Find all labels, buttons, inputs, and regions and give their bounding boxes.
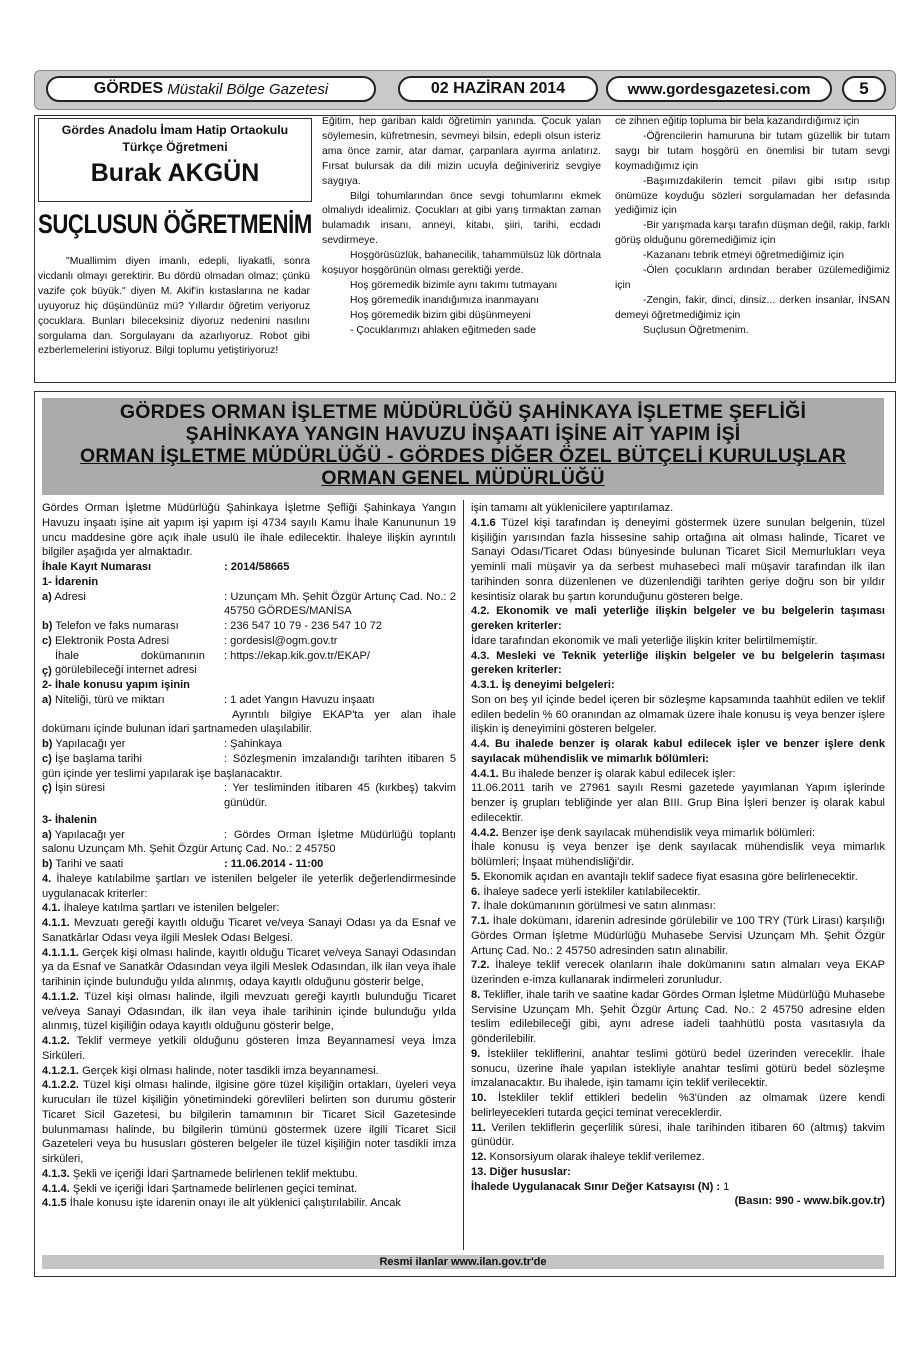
column-text-3 [615, 115, 890, 339]
clause-paragraph: 4.1.5 İhale konusu işte idarenin onayı ile alt yüklenici çalıştırılabilir. Ancak [42, 1197, 401, 1210]
clause-paragraph: 7. İhale dokümanının görülmesi ve satın alınması: [471, 900, 716, 913]
clause-paragraph: 11. Verilen tekliflerin geçerlilik süresi, ihale tarihinden itibaren 60 (altmış) takvim günüdür. [471, 1121, 885, 1149]
paragraph: -Başımızdakilerin temcit pilavı gibi ısıtıp ısıtıp önümüze koyduğu sözleri sorgulamadan her defasında yediğimiz için [615, 175, 890, 217]
tel-row: b) Telefon ve faks numarası : 236 547 10 79 - 236 547 10 72 [42, 620, 382, 632]
paragraph: -Bir yarışmada karşı tarafın düşman değil, rakip, farklı görüş olduğunu göremediğimiz için [615, 220, 890, 247]
clause-paragraph: 4.3. Mesleki ve Teknik yeterliğe ilişkin belgeler ve bu belgelerin taşıması gereken kriterler: [471, 649, 885, 677]
nitelik-row: a) Niteliği, türü ve miktarı : 1 adet Yangın Havuzu inşaatı [42, 693, 375, 706]
clause-paragraph: 4.1. İhaleye katılma şartları ve istenilen belgeler: [42, 902, 280, 915]
section-heading: 3- İhalenin [42, 813, 97, 826]
nitelik-detail: Ayrıntılı bilgiye EKAP'ta yer alan ihale dokümanı içinde bulunan idari şartnameden ulaşılabilir. [42, 708, 456, 736]
ihale-yer-row: a) Yapılacağı yer : Gördes Orman İşletme Müdürlüğü toplantı salonu Uzunçam Mh. Şehit Özgür Artunç Cad. No.: 2 45750 [42, 828, 456, 856]
doc-url[interactable]: : https://ekap.kik.gov.tr/EKAP/ [224, 649, 370, 662]
clause-paragraph: 8. Teklifler, ihale tarih ve saatine kadar Gördes Orman İşletme Müdürlüğü Muhasebe Servisine Uzunçam Mh. Şehit Özgür Artunç Cad. No.: 2 45750 adresine elden teslim edilebileceği gibi, aynı adrese iadeli taahhütlü posta vasıtasıyla da gönderilebilir. [471, 988, 885, 1045]
clause-paragraph: 4.4.2. Benzer işe denk sayılacak mühendislik veya mimarlık bölümleri: [471, 826, 816, 839]
paragraph: ce zihnen eğitip topluma bir bela kazandırdığımız için [615, 116, 860, 127]
paragraph: Hoş göremedik inandığımıza inanmayanı [350, 294, 539, 306]
clause-paragraph: 4.3.1. İş deneyimi belgeleri: [471, 679, 615, 691]
clause-paragraph: 4.1.2.2. Tüzel kişi olması halinde, ilgisine göre tüzel kişiliğin ortakları, üyeleri veya kurucuları ile tüzel kişiliğin yönetimindeki görevlileri belirten son durumu gösterir Ticaret Sicil Gazetesi, bu bilgilerin tamamının bir Ticaret Sicil Gazetesinde bulunmaması halinde, bu bilgilerin tümünü göstermek üzere ilgili Ticaret Sicil Gazeteleri veya bu hususları gösteren belgeler ile tüzel kişiliğin noter tasdikli imza sirküleri, [42, 1079, 456, 1165]
clause-paragraph: 5. Ekonomik açıdan en avantajlı teklif sadece fiyat esasına göre belirlenecektir. [471, 870, 858, 883]
author-info [38, 122, 312, 189]
paper-tagline: Müstakil Bölge Gazetesi [167, 80, 329, 98]
clause-paragraph: 12. Konsorsiyum olarak ihaleye teklif verilemez. [471, 1151, 705, 1163]
section-heading: 2- İhale konusu yapım işinin [42, 679, 190, 691]
paragraph: - Çocuklarımızı ahlaken eğitmeden sade [350, 324, 536, 336]
clause-paragraph: 10. İstekliler teklif ettikleri bedelin %3'ünden az olmamak üzere kendi belirleyecekleri tutarda geçici teminat vereceklerdir. [471, 1092, 885, 1119]
clause-paragraph: 13. Diğer hususlar: [471, 1165, 571, 1178]
clause-paragraph: 4.4.1. Bu ihalede benzer iş olarak kabul edilecek işler: [471, 767, 736, 780]
katsayi-row: İhalede Uygulanacak Sınır Değer Katsayısı (N) : 1 [471, 1180, 730, 1193]
author-school: Gördes Anadolu İmam Hatip Ortaokulu [61, 123, 289, 137]
kayit-row: İhale Kayıt Numarası : 2014/58665 [42, 561, 290, 573]
doc-row: ç) İhale dokümanının görülebileceği internet adresi : https://ekap.kik.gov.tr/EKAP/ [42, 649, 370, 677]
clause-paragraph: İhale konusu iş veya benzer işe denk sayılacak mühendislik veya mimarlık bölümleri; İnşaat mühendisliği'dir. [471, 841, 885, 868]
clause-paragraph: İdare tarafından ekonomik ve mali yeterliğe ilişkin kriter belirtilmemiştir. [471, 634, 818, 647]
title-line: ŞAHİNKAYA YANGIN HAVUZU İNŞAATI İŞİNE AİT YAPIM İŞİ [185, 423, 741, 445]
website-link[interactable]: www.gordesgazetesi.com [606, 76, 832, 102]
basin-credit: (Basın: 990 - www.bik.gov.tr) [734, 1195, 885, 1208]
section-heading: 1- İdarenin [42, 575, 99, 588]
paragraph: -Kazananı tebrik etmeyi öğretmediğimiz için [643, 250, 844, 262]
paragraph: Hoş göremedik bizim gibi düşünmeyeni [350, 309, 531, 321]
title-line: ORMAN GENEL MÜDÜRLÜĞÜ [321, 467, 605, 489]
paragraph: Hoş göremedik bizimle aynı takımı tutmayanı [350, 279, 558, 291]
clause-paragraph: 4.1.1.1. Gerçek kişi olması halinde, kayıtlı olduğu Ticaret ve/veya Sanayi Odasından ya da Esnaf ve Sanatkâr Odasından veya ilgili Meslek Odasından, ilk ilan veya ihale tarihinin içinde bulunduğu yılda alınmış, odaya kayıtlı olduğunu gösterir belge, [42, 946, 456, 988]
column-signoff: Suçlusun Öğretmenim. [643, 324, 749, 336]
issue-date: 02 HAZİRAN 2014 [398, 76, 598, 102]
column-text-2 [322, 115, 601, 339]
title-line: ORMAN İŞLETME MÜDÜRLÜĞÜ - GÖRDES DİĞER ÖZEL BÜTÇELİ KURULUŞLAR [79, 445, 847, 467]
clause-paragraph: 4.1.2. Teklif vermeye yetkili olduğunu gösteren İmza Beyannamesi veya İmza Sirküleri. [42, 1035, 456, 1062]
announcement-title-banner [42, 398, 884, 495]
title-line: GÖRDES ORMAN İŞLETME MÜDÜRLÜĞÜ ŞAHİNKAYA İŞLETME ŞEFLİĞİ [119, 401, 807, 423]
clause-paragraph: Son on beş yıl içinde bedel içeren bir sözleşme kapsamında taahhüt edilen ve teklif edilen bedelin % 60 oranından az olmamak üzere ihale konusu iş veya benzer işlere ilişkin iş deneyimini gösteren belgeler. [471, 693, 885, 736]
clause-paragraph: 4.1.1. Mevzuatı gereği kayıtlı olduğu Ticaret ve/veya Sanayi Odası ya da Esnaf ve Sanatkârlar Odası veya ilgili Meslek Odası Belgesi. [42, 917, 456, 944]
clause-paragraph: 4.1.2.1. Gerçek kişi olması halinde, noter tasdikli imza beyannamesi. [42, 1064, 379, 1077]
announcement-left-column [42, 501, 456, 1211]
author-role: Türkçe Öğretmeni [122, 140, 228, 154]
clause-paragraph: 7.1. İhale dokümanı, idarenin adresinde görülebilir ve 100 TRY (Türk Lirası) karşılığı Gördes Orman İşletme Müdürlüğü Muhasebe Servisi Uzunçam Mh. Şehit Özgür Artunç Cad. No.: 2 45750 adresinden satın alınabilir. [471, 915, 885, 957]
clause-paragraph: 4.1.1.2. Tüzel kişi olması halinde, ilgili mevzuatı gereği kayıtlı bulunduğu Ticaret ve/veya Sanayi Odasından, ilk ilan veya ihale tarihinin içinde bulunduğu yılda alınmış, tüzel kişiliğin odaya kayıtlı olduğunu gösterir belge, [42, 990, 456, 1033]
paragraph: Eğitim, hep gariban kaldı öğretimin yanında. Çocuk yalan söylemesin, küfretmesin, sevmeyi bilsin, edepli olsun isteriz ama önce zamir, atar damar, çarpanlara ayırma anlatırız. Fırsat bulursak da dili mizin ucuyla değiniveririz sevgiye saygıya. [322, 116, 601, 187]
paragraph: -Ölen çocukların ardından beraber üzülemediğimiz için [615, 265, 890, 291]
column-text-1 [38, 255, 310, 359]
clause-paragraph: 4.2. Ekonomik ve mali yeterliğe ilişkin belgeler ve bu belgelerin taşıması gereken kriterler: [471, 605, 885, 632]
clause-paragraph: 4.4. Bu ihalede benzer iş olarak kabul edilecek işler ve benzer işlere denk sayılacak mühendislik ve mimarlık bölümleri: [471, 738, 885, 765]
adres-row: a) Adresi : Uzunçam Mh. Şehit Özgür Artunç Cad. No.: 2 45750 GÖRDES/MANİSA [42, 590, 456, 618]
announcement-right-column [471, 501, 885, 1209]
paragraph: -Öğrencilerin hamuruna bir tutam güzellik bir tutam saygı bir tutam hoşgörü en önemlisi bir tutam sevgi koymadığımız için [615, 130, 890, 172]
clause-paragraph: işin tamamı alt yüklenicilere yaptırılamaz. [471, 502, 674, 514]
paper-name-pill [46, 76, 376, 102]
intro: Gördes Orman İşletme Müdürlüğü Şahinkaya İşletme Şefliği Şahinkaya Yangın Havuzu inşaatı işine ait yapım işi yapım işi 4734 sayılı Kamu İhale Kanununun 19 uncu maddesine göre açık ihale usulü ile ihale edilecektir. İhaleye ilişkin ayrıntılı bilgiler aşağıda yer almaktadır. [42, 502, 456, 559]
author-name: Burak AKGÜN [90, 159, 260, 187]
paragraph: Bilgi tohumlarından önce sevgi tohumlarını ekmek olmalıydı idealimiz. Çocukları at gibi yarış tırmaktan zaman bulamadık insanı, anneyi, kitabı, şiiri, tarihi, ecdadı sevdirmeye. [322, 190, 601, 247]
clause-paragraph: 4.1.4. Şekli ve içeriği İdari Şartnamede belirlenen geçici teminat. [42, 1182, 358, 1195]
ihale-tarih-row: b) Tarihi ve saati : 11.06.2014 - 11:00 [42, 858, 324, 870]
basla-row: c) İşe başlama tarihi : Sözleşmenin imzalandığı tarihten itibaren 5 gün içinde yer teslimi yapılarak işe başlanacaktır. [42, 752, 456, 780]
paper-name: GÖRDES [93, 80, 164, 97]
clause-paragraph: 4.1.3. Şekli ve içeriği İdari Şartnamede belirlenen teklif mektubu. [42, 1167, 358, 1180]
column-divider [463, 500, 464, 1250]
clause-paragraph: 4.1.6 Tüzel kişi tarafından iş deneyimi göstermek üzere sunulan belgenin, tüzel kişiliğin yarısından fazla hissesine sahip ortağına ait olması halinde, Ticaret ve Sanayi Odası/Ticaret Odası bünyesinde bulunan Ticaret Sicil Memurlukları veya yeminli mali müşavir ya da serbest muhasebeci mali müşavir tarafından ilk ilan tarihinden sonra düzenlenen ve düzenlendiği tarihten geriye doğru son bir yıldır kesintisiz olarak bu şartın korunduğunu gösteren belge. [471, 516, 885, 603]
paragraph: -Zengin, fakir, dinci, dinsiz... derken insanlar, İNSAN demeyi öğretmediğimiz için [615, 294, 890, 321]
clause-paragraph: 11.06.2011 tarih ve 27961 sayılı Resmi gazetede yayımlanan Yapım işlerinde benzer iş grupları tebliğinde yer alan BIII. Grup Bina İşleri benzer iş olarak kabul edilecektir. [471, 782, 885, 824]
sure-row: ç) İşin süresi : Yer tesliminden itibaren 45 (kırkbeş) takvim günüdür. [42, 782, 456, 809]
mail-row: c) Elektronik Posta Adresi : gordesisl@ogm.gov.tr [42, 634, 338, 647]
paragraph: Hoşgörüsüzlük, bahanecilik, tahammülsüz lük dörtnala koşuyor hoşgörünün olması gerektiği yerde. [322, 250, 601, 277]
column-headline: SUÇLUSUN ÖĞRETMENİM [38, 209, 312, 239]
clause-paragraph: 9. İstekliler tekliflerini, anahtar teslimi götürü bedel üzerinden vereceklir. İhale sonucu, üzerine ihale yapılan istekliyle anahtar teslimi götürü bedel sözleşme imzalanacaktır. Bu ihalede, işin tamamı için teklif verilecektir. [471, 1047, 885, 1090]
page-number: 5 [842, 76, 886, 102]
clause-paragraph: 4. İhaleye katılabilme şartları ve istenilen belgeler ile yeterlik değerlendirmesinde uygulanacak kriterler: [42, 872, 456, 900]
yer-row: b) Yapılacağı yer : Şahinkaya [42, 738, 282, 750]
clause-paragraph: 7.2. İhaleye teklif verecek olanların ihale dokümanını satın almaları veya EKAP üzerinden e-imza kullanarak indirmeleri zorunludur. [471, 959, 885, 986]
paragraph: "Muallimim diyen imanlı, edepli, liyakatli, sonra vicdanlı olmayı gerektirir. Bu dördü olmadan olmaz; çünkü vazife çok büyük." diyen M. Akif'in kıstaslarına ne kadar uyuyoruz hiç düşündünüz mü? Yıllardır öğretim veriyoruz çocuklara. Bunları bileceksiniz diyoruz nedenini nasılını sorgulama dan. Sorgulayanı da azarlıyoruz. Robot gibi ezberlemelerini istiyoruz. Bilgi toplumu yetiştiriyoruz! [38, 256, 310, 357]
clause-paragraph: 6. İhaleye sadece yerli istekliler katılabilecektir. [471, 885, 701, 898]
footer-notice: Resmi ilanlar www.ilan.gov.tr'de [42, 1255, 884, 1269]
